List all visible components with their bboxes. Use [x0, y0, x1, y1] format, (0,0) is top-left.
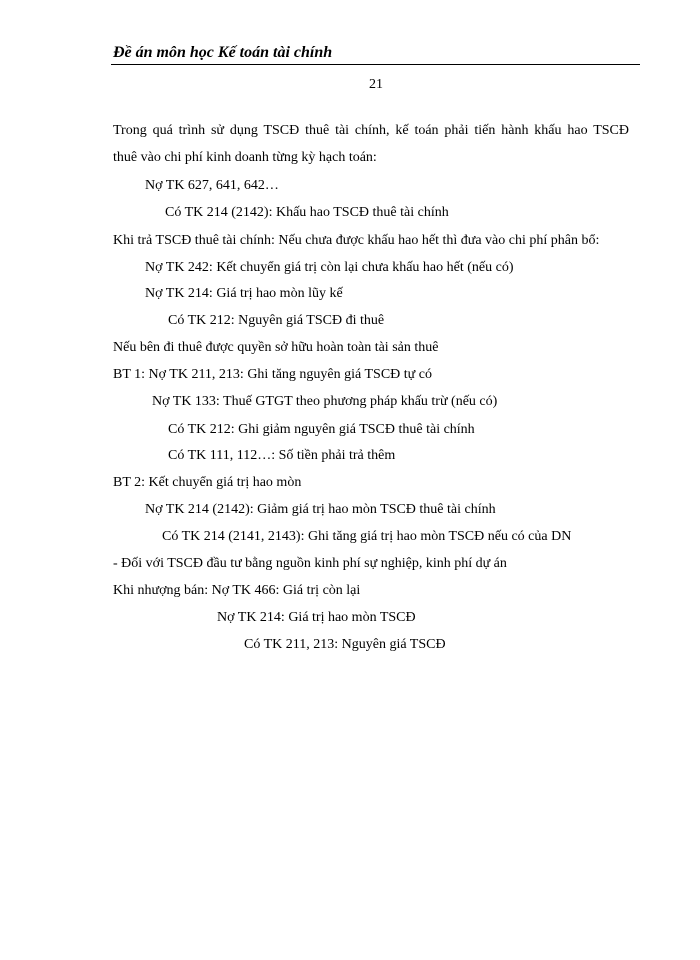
text-line: thuê vào chi phí kinh doanh từng kỳ hạch toán:: [113, 150, 377, 165]
text-line: Có TK 214 (2142): Khấu hao TSCĐ thuê tài chính: [165, 205, 449, 220]
text-line: Có TK 214 (2141, 2143): Ghi tăng giá trị hao mòn TSCĐ nếu có của DN: [162, 529, 572, 544]
text-line: Có TK 211, 213: Nguyên giá TSCĐ: [244, 637, 446, 652]
text-line: Có TK 111, 112…: Số tiền phải trả thêm: [168, 448, 396, 463]
text-line: Nợ TK 214: Giá trị hao mòn lũy kế: [145, 286, 343, 301]
text-line: Nợ TK 242: Kết chuyển giá trị còn lại chưa khấu hao hết (nếu có): [145, 260, 514, 275]
text-line: Trong quá trình sử dụng TSCĐ thuê tài chính, kế toán phải tiến hành khấu hao TSCĐ: [113, 123, 629, 138]
text-line: Khi trả TSCĐ thuê tài chính: Nếu chưa được khấu hao hết thì đưa vào chi phí phân bổ:: [113, 233, 600, 248]
text-line: BT 1: Nợ TK 211, 213: Ghi tăng nguyên giá TSCĐ tự có: [113, 367, 432, 382]
header-rule: [111, 64, 640, 65]
text-line: Nợ TK 627, 641, 642…: [145, 178, 279, 193]
text-line: - Đối với TSCĐ đầu tư bằng nguồn kinh phí sự nghiệp, kinh phí dự án: [113, 556, 507, 571]
text-line: Có TK 212: Nguyên giá TSCĐ đi thuê: [168, 313, 385, 328]
text-line: Nợ TK 214 (2142): Giảm giá trị hao mòn TSCĐ thuê tài chính: [145, 502, 496, 517]
text-line: Nợ TK 214: Giá trị hao mòn TSCĐ: [217, 610, 416, 625]
page-number: 21: [369, 77, 383, 92]
text-line: Nợ TK 133: Thuế GTGT theo phương pháp khấu trừ (nếu có): [152, 394, 498, 409]
header-title: Đề án môn học Kế toán tài chính: [113, 44, 333, 61]
text-line: Có TK 212: Ghi giảm nguyên giá TSCĐ thuê tài chính: [168, 422, 475, 437]
text-line: Khi nhượng bán: Nợ TK 466: Giá trị còn lại: [113, 583, 361, 598]
text-line: Nếu bên đi thuê được quyền sở hữu hoàn toàn tài sản thuê: [113, 340, 439, 355]
text-line: BT 2: Kết chuyển giá trị hao mòn: [113, 475, 302, 490]
